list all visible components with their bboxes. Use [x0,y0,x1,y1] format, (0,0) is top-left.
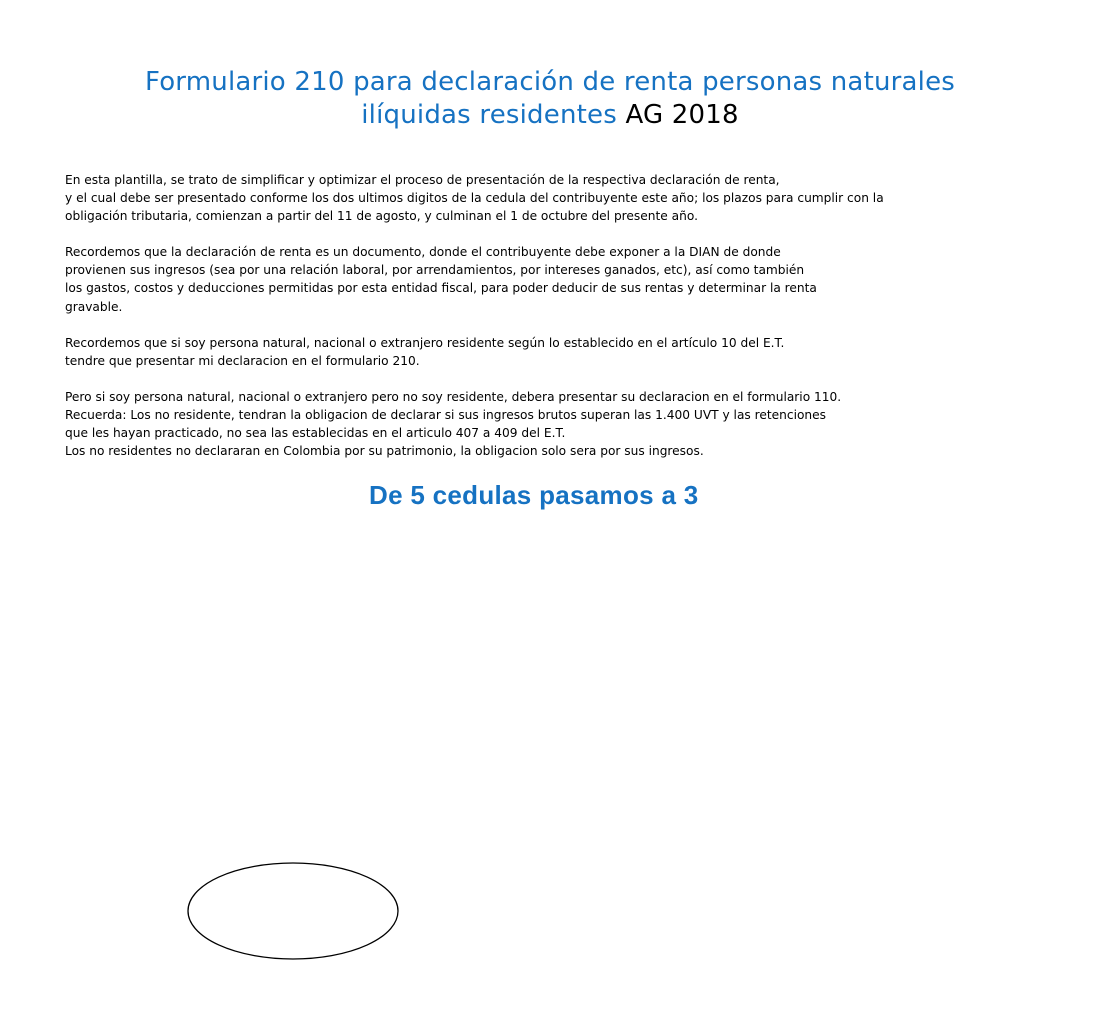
paragraph-line: Los no residentes no declararan en Colombia por su patrimonio, la obligacion solo sera por sus ingresos. [65,444,704,459]
paragraph-line: Recuerda: Los no residente, tendran la obligacion de declarar si sus ingresos brutos superan las 1.400 UVT y las retenciones [65,407,826,422]
paragraph-line: Recordemos que la declaración de renta es un documento, donde el contribuyente debe exponer a la DIAN de donde [65,245,781,260]
paragraph-line: y el cual debe ser presentado conforme los dos ultimos digitos de la cedula del contribuyente este año; los plazos para cumplir con la [65,191,884,206]
page-title [0,66,1100,132]
ellipse-outline [180,858,410,968]
paragraph-gap [65,225,1065,243]
paragraph-line: tendre que presentar mi declaracion en el formulario 210. [65,353,420,368]
paragraph-gap [65,316,1065,334]
paragraph-line: obligación tributaria, comienzan a partir del 11 de agosto, y culminan el 1 de octubre del presente año. [65,209,698,224]
ellipse-shape [180,858,410,954]
paragraph-line: los gastos, costos y deducciones permitidas por esta entidad fiscal, para poder deducir de sus rentas y determinar la renta [65,281,817,296]
title-line-2-year: AG 2018 [625,100,739,130]
paragraph-line: En esta plantilla, se trato de simplificar y optimizar el proceso de presentación de la respectiva declaración de renta, [65,173,780,187]
paragraph-gap [65,370,1065,388]
paragraph-line: Pero si soy persona natural, nacional o extranjero pero no soy residente, debera presentar su declaracion en el formulario 110. [65,389,842,404]
paragraph-line: gravable. [65,299,123,314]
title-line-2-blue: ilíquidas residentes [361,100,626,130]
paragraph-line: Recordemos que si soy persona natural, nacional o extranjero residente según lo establecido en el artículo 10 del E.T. [65,335,785,350]
paragraph-line: que les hayan practicado, no sea las establecidas en el articulo 407 a 409 del E.T. [65,426,566,441]
title-line-2 [0,99,1100,132]
title-line-1: Formulario 210 para declaración de renta personas naturales [144,67,956,97]
section-subtitle: De 5 cedulas pasamos a 3 [369,480,699,510]
paragraph-line: provienen sus ingresos (sea por una relación laboral, por arrendamientos, por intereses ganados, etc), así como también [65,263,805,278]
body-text [65,171,1065,460]
